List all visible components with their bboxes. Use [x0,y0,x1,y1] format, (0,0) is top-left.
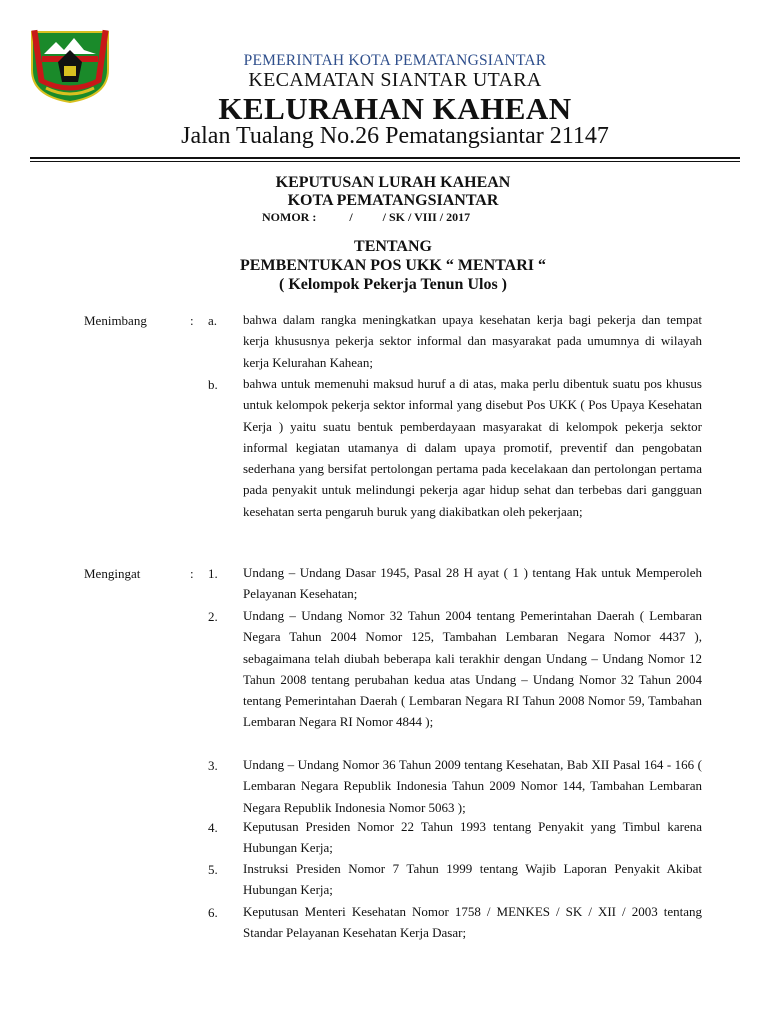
mengingat-item-text: Instruksi Presiden Nomor 7 Tahun 1999 tentang Wajib Laporan Penyakit Akibat Hubungan Kerja; [243,861,702,898]
decree-number: NOMOR : / / SK / VIII / 2017 [262,210,471,224]
menimbang-item-number: b. [208,377,218,392]
mengingat-item-text: Keputusan Menteri Kesehatan Nomor 1758 / MENKES / SK / XII / 2003 tentang Standar Pelayanan Kesehatan Kerja Dasar; [243,904,702,941]
decree-subject-note: ( Kelompok Pekerja Tenun Ulos ) [278,276,507,293]
menimbang-label: Menimbang [84,313,147,328]
mengingat-item-number: 1. [208,566,218,581]
mengingat-item-number: 3. [208,758,218,773]
menimbang-item-text: bahwa untuk memenuhi maksud huruf a di atas, maka perlu dibentuk suatu pos khusus untuk kelompok pekerja sektor informal yang disebut Pos UKK ( Pos Upaya Kesehatan Kerja ) yaitu suatu bentuk pemberdayaan masyarakat di kelompok pekerja sektor informal kegiatan utamanya di dalam upaya promotif, preventif dan pengobatan sederhana yang bersifat pertolongan pertama pada kecelakaan dan pertolongan pertama pada penyakit untuk melindungi pekerja agar hidup sehat dan terbebas dari gangguan kesehatan serta pengaruh buruk yang diakibatkan oleh pekerjaan; [243,376,702,519]
letterhead-address: Jalan Tualang No.26 Pematangsiantar 21147 [181,123,609,149]
letterhead-village: KELURAHAN KAHEAN [218,91,572,126]
mengingat-item-text: Keputusan Presiden Nomor 22 Tahun 1993 tentang Penyakit yang Timbul karena Hubungan Kerja; [243,819,702,856]
decree-title: KEPUTUSAN LURAH KAHEAN [275,174,511,191]
menimbang-item-number: a. [208,313,218,328]
mengingat-item-number: 2. [208,609,218,624]
letterhead-district: KECAMATAN SIANTAR UTARA [248,69,542,91]
mengingat-item-number: 5. [208,862,218,877]
mengingat-label: Mengingat [84,566,141,581]
letterhead-government: PEMERINTAH KOTA PEMATANGSIANTAR [243,52,547,69]
menimbang-colon: : [190,313,194,328]
decree-subject: PEMBENTUKAN POS UKK “ MENTARI “ [240,257,546,274]
letterhead-divider-thin [30,161,740,162]
mengingat-item-text: Undang – Undang Nomor 32 Tahun 2004 tentang Pemerintahan Daerah ( Lembaran Negara Tahun 2004 Nomor 125, Tambahan Lembaran Negara Nomor 4437 ), sebagaimana telah diubah beberapa kali terakhir dengan Undang – Undang Nomor 12 Tahun 2008 tentang perubahan kedua atas Undang – Undang Nomor 32 Tahun 2004 tentang Pemerintahan Daerah ( Lembaran Negara RI Tahun 2008 Nomor 59, Tambahan Lembaran Negara RI Nomor 4844 ); [243,608,702,730]
mengingat-item-text: Undang – Undang Nomor 36 Tahun 2009 tentang Kesehatan, Bab XII Pasal 164 - 166 ( Lembaran Negara Republik Indonesia Tahun 2009 Nomor 144, Tambahan Lembaran Negara Republik Indonesia Nomor 5063 ); [243,757,702,815]
mengingat-item-number: 4. [208,820,218,835]
decree-city: KOTA PEMATANGSIANTAR [287,192,499,209]
letterhead-divider [30,157,740,159]
decree-about-label: TENTANG [354,238,432,255]
mengingat-item-text: Undang – Undang Dasar 1945, Pasal 28 H ayat ( 1 ) tentang Hak untuk Memperoleh Pelayanan Kesehatan; [243,565,702,602]
mengingat-item-number: 6. [208,905,218,920]
city-emblem-icon [26,26,114,104]
mengingat-colon: : [190,566,194,581]
menimbang-item-text: bahwa dalam rangka meningkatkan upaya kesehatan kerja bagi pekerja dan tempat kerja khususnya pekerja sektor informal dan masyarakat pada umumnya di wilayah kerja Kelurahan Kahean; [243,312,702,370]
